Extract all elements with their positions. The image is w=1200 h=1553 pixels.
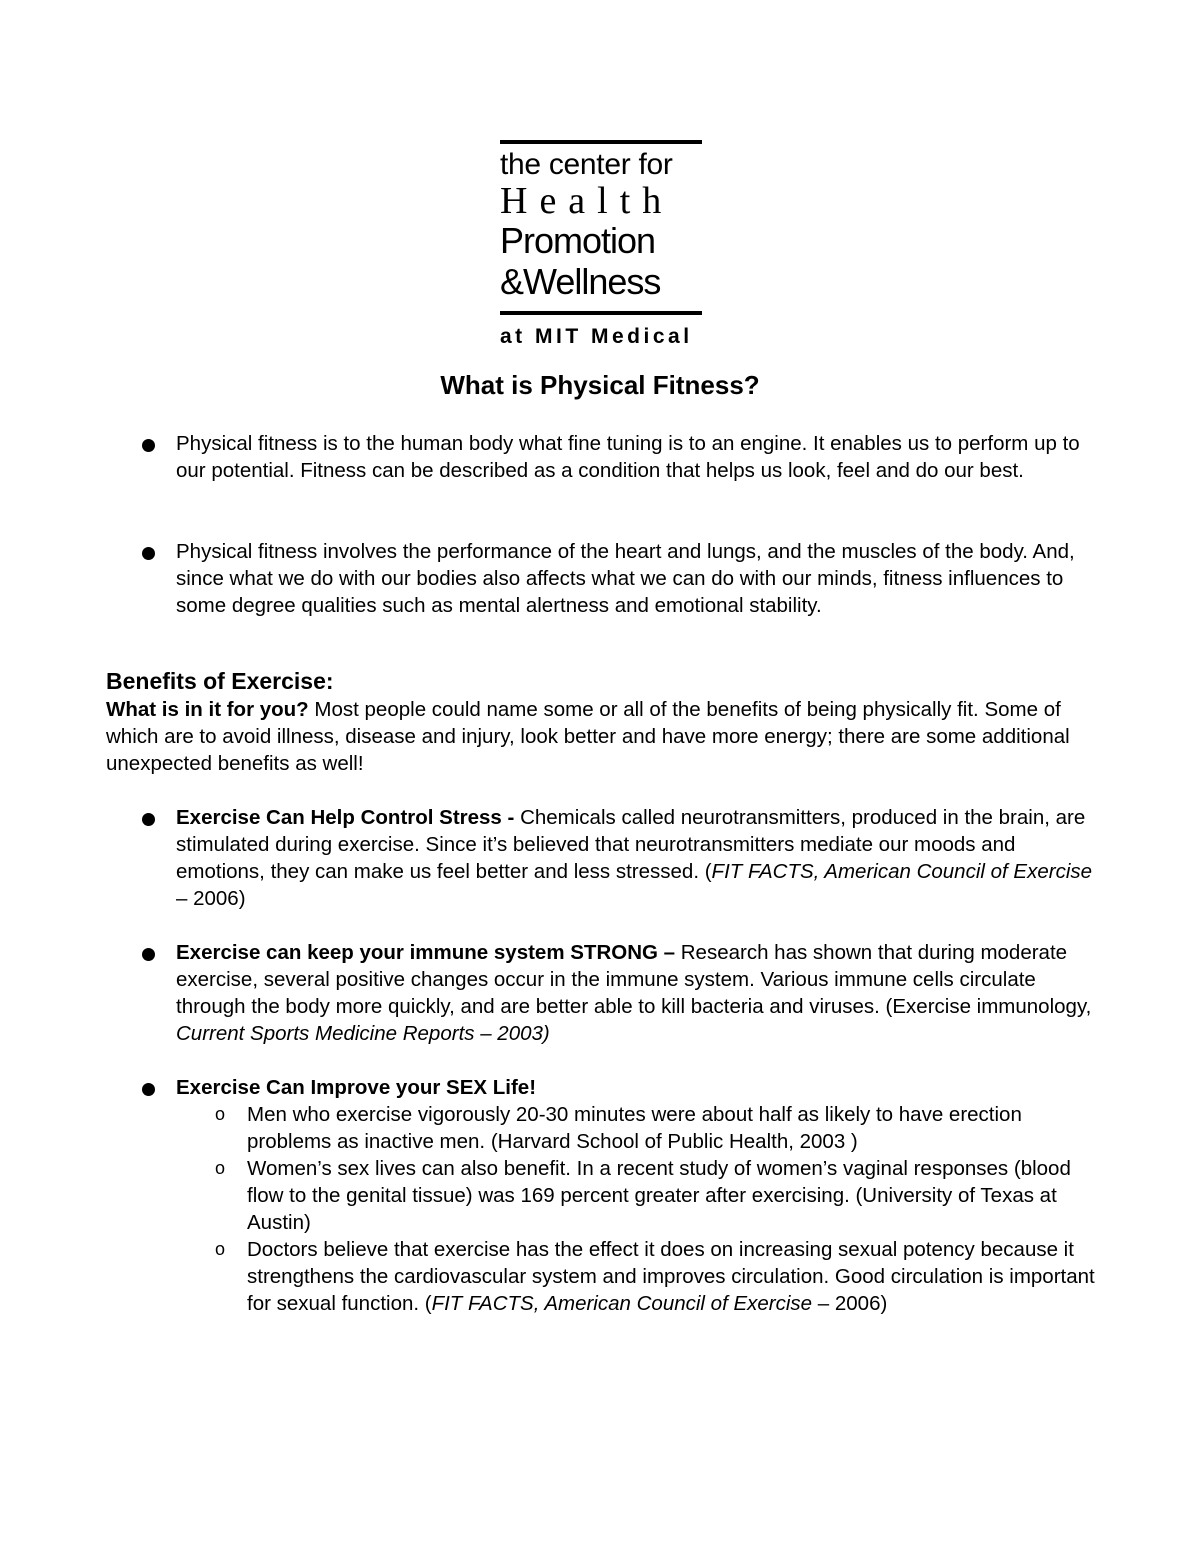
bullet-text: Physical fitness involves the performance of the heart and lungs, and the muscles of the body. And, since what we do with our bodies also affects what we can do with our minds, fitness influences to some degree qualities such as mental alertness and emotional stability.	[176, 540, 1075, 617]
circle-bullet-icon: o	[215, 1239, 226, 1259]
sub-item-text: Women’s sex lives can also benefit. In a recent study of women’s vaginal responses (blood flow to the genital tissue) was 169 percent greater after exercising. (University of Texas at Austin)	[247, 1157, 1071, 1234]
logo-line-2: Health	[500, 180, 674, 222]
logo-line-3: Promotion	[500, 220, 656, 261]
bullet-heading: Exercise Can Help Control Stress -	[176, 806, 515, 829]
logo-top-rule	[500, 140, 702, 144]
circle-bullet-icon: o	[215, 1104, 226, 1124]
logo	[500, 140, 702, 349]
benefits-intro	[106, 696, 1106, 777]
bullet-text: Physical fitness is to the human body what fine tuning is to an engine. It enables us to perform up to our potential. Fitness can be described as a condition that helps us look, feel and do our best.	[176, 432, 1080, 482]
sub-list-item	[215, 1236, 1107, 1317]
citation: FIT FACTS, American Council of Exercise	[711, 860, 1093, 883]
list-item	[176, 1074, 1106, 1101]
logo-line-4: &Wellness	[500, 261, 661, 302]
intro-text: Most people could name some or all of the benefits of being physically fit. Some of which are to avoid illness, disease and injury, look better and have more energy; there are some additional unexpected benefits as well!	[106, 698, 1070, 775]
sub-item-text: Men who exercise vigorously 20-30 minutes were about half as likely to have erection problems as inactive men. (Harvard School of Public Health, 2003 )	[247, 1103, 1022, 1153]
intro-lead: What is in it for you?	[106, 698, 309, 721]
sub-item-text: Doctors believe that exercise has the effect it does on increasing sexual potency because it strengthens the cardiovascular system and improves circulation. Good circulation is important for sexual function. (	[247, 1238, 1095, 1315]
sub-list-item	[215, 1155, 1107, 1236]
list-item	[176, 430, 1106, 484]
page-title: What is Physical Fitness?	[440, 370, 760, 400]
list-item	[176, 804, 1106, 912]
bullet-icon	[142, 1083, 155, 1096]
citation-rest: – 2006)	[176, 887, 246, 910]
logo-bottom-rule	[500, 311, 702, 315]
bullet-icon	[142, 813, 155, 826]
list-item	[176, 939, 1106, 1047]
bullet-heading: Exercise Can Improve your SEX Life!	[176, 1076, 537, 1099]
section-heading: Benefits of Exercise:	[106, 668, 334, 694]
logo-line-1: the center for	[500, 148, 673, 181]
bullet-icon	[142, 948, 155, 961]
bullet-heading: Exercise can keep your immune system STRONG –	[176, 941, 676, 964]
citation: FIT FACTS, American Council of Exercise	[431, 1292, 813, 1315]
logo-line-5: at MIT Medical	[500, 325, 693, 348]
list-item	[176, 538, 1106, 619]
circle-bullet-icon: o	[215, 1158, 226, 1178]
bullet-icon	[142, 439, 155, 452]
sub-list-item	[215, 1101, 1107, 1155]
bullet-text: Chemicals called neurotransmitters, produced in the brain, are stimulated during exercise. Since it’s believed that neurotransmitters mediate our moods and emotions, they can make us feel better and less stressed. (	[176, 806, 1086, 883]
citation-rest: – 2006)	[812, 1292, 888, 1315]
citation: Current Sports Medicine Reports – 2003)	[176, 1022, 550, 1045]
bullet-icon	[142, 547, 155, 560]
bullet-text: Research has shown that during moderate exercise, several positive changes occur in the immune system. Various immune cells circulate through the body more quickly, and are better able to kill bacteria and viruses. (Exercise immunology,	[176, 941, 1092, 1018]
